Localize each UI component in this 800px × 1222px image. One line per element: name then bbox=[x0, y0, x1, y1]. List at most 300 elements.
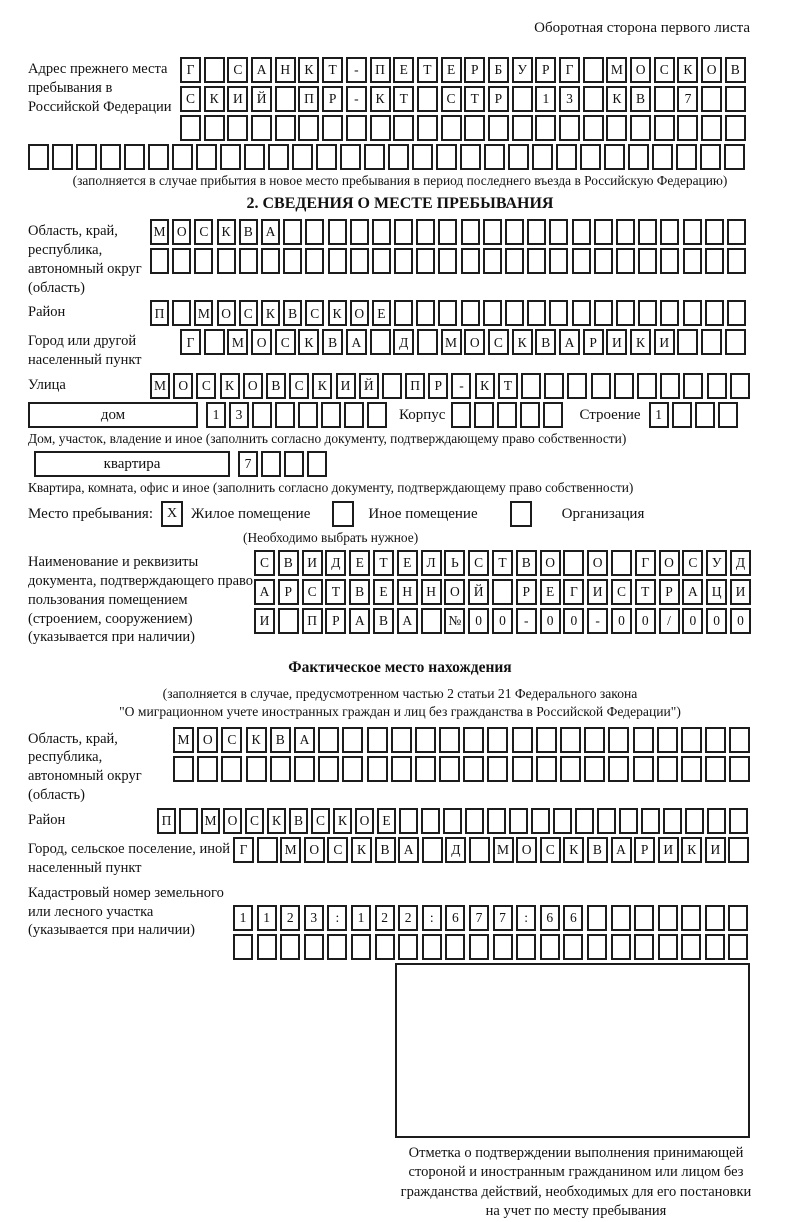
char-cell[interactable] bbox=[318, 727, 339, 753]
char-cell[interactable]: 0 bbox=[540, 608, 561, 634]
char-cell[interactable] bbox=[463, 756, 484, 782]
char-cell[interactable] bbox=[461, 219, 480, 245]
char-cell[interactable]: К bbox=[370, 86, 391, 112]
previous-address-row-2[interactable] bbox=[180, 86, 746, 112]
char-cell[interactable] bbox=[261, 248, 280, 274]
char-cell[interactable] bbox=[292, 144, 313, 170]
char-cell[interactable] bbox=[677, 329, 698, 355]
char-cell[interactable] bbox=[705, 219, 724, 245]
char-cell[interactable] bbox=[563, 934, 583, 960]
char-cell[interactable]: У bbox=[706, 550, 727, 576]
char-cell[interactable]: П bbox=[150, 300, 169, 326]
char-cell[interactable]: Р bbox=[516, 579, 537, 605]
char-cell[interactable]: С bbox=[227, 57, 248, 83]
char-cell[interactable]: В bbox=[239, 219, 258, 245]
char-cell[interactable]: С bbox=[327, 837, 348, 863]
house-type-box[interactable]: дом bbox=[28, 402, 198, 428]
char-cell[interactable]: С bbox=[654, 57, 675, 83]
char-cell[interactable] bbox=[76, 144, 97, 170]
cadastre-row-1[interactable] bbox=[233, 905, 748, 931]
char-cell[interactable]: В bbox=[266, 373, 286, 399]
char-cell[interactable] bbox=[415, 756, 436, 782]
section2-city-row[interactable] bbox=[180, 329, 746, 355]
char-cell[interactable] bbox=[350, 219, 369, 245]
char-cell[interactable] bbox=[535, 115, 556, 141]
char-cell[interactable] bbox=[633, 756, 654, 782]
char-cell[interactable] bbox=[443, 808, 462, 834]
char-cell[interactable]: В bbox=[373, 608, 394, 634]
section2-region-row-1[interactable] bbox=[150, 219, 746, 245]
char-cell[interactable] bbox=[705, 934, 725, 960]
char-cell[interactable]: С bbox=[682, 550, 703, 576]
char-cell[interactable] bbox=[367, 402, 387, 428]
char-cell[interactable] bbox=[676, 144, 697, 170]
char-cell[interactable] bbox=[575, 808, 594, 834]
char-cell[interactable]: О bbox=[251, 329, 272, 355]
char-cell[interactable] bbox=[417, 329, 438, 355]
char-cell[interactable] bbox=[298, 402, 318, 428]
char-cell[interactable]: В bbox=[278, 550, 299, 576]
char-cell[interactable] bbox=[441, 115, 462, 141]
char-cell[interactable] bbox=[559, 115, 580, 141]
char-cell[interactable]: И bbox=[654, 329, 675, 355]
char-cell[interactable]: О bbox=[540, 550, 561, 576]
char-cell[interactable]: 7 bbox=[677, 86, 698, 112]
char-cell[interactable] bbox=[705, 756, 726, 782]
char-cell[interactable]: 0 bbox=[706, 608, 727, 634]
char-cell[interactable]: Р bbox=[322, 86, 343, 112]
char-cell[interactable]: Й bbox=[468, 579, 489, 605]
char-cell[interactable] bbox=[707, 373, 727, 399]
char-cell[interactable] bbox=[197, 756, 218, 782]
char-cell[interactable]: № bbox=[444, 608, 465, 634]
char-cell[interactable]: Н bbox=[397, 579, 418, 605]
char-cell[interactable] bbox=[701, 329, 722, 355]
char-cell[interactable] bbox=[549, 300, 568, 326]
char-cell[interactable]: О bbox=[516, 837, 537, 863]
char-cell[interactable] bbox=[370, 329, 391, 355]
char-cell[interactable] bbox=[28, 144, 49, 170]
char-cell[interactable]: Н bbox=[421, 579, 442, 605]
char-cell[interactable] bbox=[372, 219, 391, 245]
char-cell[interactable] bbox=[204, 57, 225, 83]
char-cell[interactable]: П bbox=[370, 57, 391, 83]
char-cell[interactable] bbox=[583, 115, 604, 141]
char-cell[interactable] bbox=[527, 248, 546, 274]
char-cell[interactable]: М bbox=[441, 329, 462, 355]
char-cell[interactable] bbox=[370, 115, 391, 141]
previous-address-row-4[interactable] bbox=[28, 144, 772, 170]
char-cell[interactable]: А bbox=[254, 579, 275, 605]
char-cell[interactable]: Т bbox=[464, 86, 485, 112]
char-cell[interactable] bbox=[469, 934, 489, 960]
char-cell[interactable]: Б bbox=[488, 57, 509, 83]
char-cell[interactable] bbox=[718, 402, 738, 428]
char-cell[interactable] bbox=[572, 219, 591, 245]
char-cell[interactable] bbox=[305, 219, 324, 245]
section2-region-row-2[interactable] bbox=[150, 248, 746, 274]
char-cell[interactable] bbox=[658, 905, 678, 931]
char-cell[interactable] bbox=[505, 219, 524, 245]
char-cell[interactable] bbox=[681, 756, 702, 782]
char-cell[interactable] bbox=[239, 248, 258, 274]
char-cell[interactable] bbox=[220, 144, 241, 170]
char-cell[interactable]: И bbox=[730, 579, 751, 605]
char-cell[interactable] bbox=[540, 934, 560, 960]
char-cell[interactable] bbox=[416, 248, 435, 274]
char-cell[interactable]: К bbox=[261, 300, 280, 326]
char-cell[interactable]: В bbox=[725, 57, 746, 83]
confirmation-stamp-box[interactable] bbox=[395, 963, 750, 1138]
char-cell[interactable]: П bbox=[405, 373, 425, 399]
char-cell[interactable]: А bbox=[346, 329, 367, 355]
char-cell[interactable]: А bbox=[349, 608, 370, 634]
char-cell[interactable] bbox=[652, 144, 673, 170]
char-cell[interactable] bbox=[707, 808, 726, 834]
char-cell[interactable] bbox=[445, 934, 465, 960]
char-cell[interactable]: С bbox=[196, 373, 216, 399]
char-cell[interactable] bbox=[204, 329, 225, 355]
char-cell[interactable]: К bbox=[267, 808, 286, 834]
char-cell[interactable] bbox=[654, 115, 675, 141]
char-cell[interactable]: В bbox=[516, 550, 537, 576]
char-cell[interactable] bbox=[608, 756, 629, 782]
char-cell[interactable]: О bbox=[587, 550, 608, 576]
char-cell[interactable] bbox=[257, 934, 277, 960]
char-cell[interactable] bbox=[350, 248, 369, 274]
char-cell[interactable]: Д bbox=[445, 837, 466, 863]
char-cell[interactable]: О bbox=[304, 837, 325, 863]
section2-street-row[interactable] bbox=[150, 373, 750, 399]
char-cell[interactable] bbox=[172, 248, 191, 274]
char-cell[interactable]: О bbox=[172, 219, 191, 245]
char-cell[interactable]: Е bbox=[540, 579, 561, 605]
char-cell[interactable]: Р bbox=[488, 86, 509, 112]
char-cell[interactable]: 2 bbox=[280, 905, 300, 931]
char-cell[interactable] bbox=[194, 248, 213, 274]
char-cell[interactable]: С bbox=[221, 727, 242, 753]
char-cell[interactable]: М bbox=[201, 808, 220, 834]
char-cell[interactable]: М bbox=[150, 373, 170, 399]
document-row-1[interactable] bbox=[254, 550, 751, 576]
document-row-3[interactable] bbox=[254, 608, 751, 634]
char-cell[interactable] bbox=[634, 905, 654, 931]
char-cell[interactable]: 0 bbox=[611, 608, 632, 634]
char-cell[interactable] bbox=[394, 248, 413, 274]
char-cell[interactable] bbox=[416, 219, 435, 245]
char-cell[interactable] bbox=[233, 934, 253, 960]
char-cell[interactable]: О bbox=[444, 579, 465, 605]
char-cell[interactable] bbox=[591, 373, 611, 399]
char-cell[interactable] bbox=[677, 115, 698, 141]
char-cell[interactable] bbox=[583, 86, 604, 112]
residential-checkbox[interactable]: X bbox=[161, 501, 183, 527]
char-cell[interactable] bbox=[683, 300, 702, 326]
char-cell[interactable]: Р bbox=[325, 608, 346, 634]
char-cell[interactable]: - bbox=[451, 373, 471, 399]
char-cell[interactable] bbox=[351, 934, 371, 960]
char-cell[interactable]: С bbox=[194, 219, 213, 245]
char-cell[interactable] bbox=[701, 86, 722, 112]
char-cell[interactable] bbox=[587, 934, 607, 960]
char-cell[interactable] bbox=[512, 727, 533, 753]
char-cell[interactable] bbox=[536, 756, 557, 782]
char-cell[interactable] bbox=[328, 248, 347, 274]
char-cell[interactable] bbox=[391, 727, 412, 753]
organization-checkbox[interactable] bbox=[510, 501, 532, 527]
char-cell[interactable] bbox=[148, 144, 169, 170]
char-cell[interactable] bbox=[725, 86, 746, 112]
char-cell[interactable] bbox=[375, 934, 395, 960]
char-cell[interactable] bbox=[705, 248, 724, 274]
char-cell[interactable] bbox=[283, 219, 302, 245]
char-cell[interactable]: 1 bbox=[535, 86, 556, 112]
char-cell[interactable]: О bbox=[464, 329, 485, 355]
char-cell[interactable] bbox=[275, 115, 296, 141]
char-cell[interactable] bbox=[173, 756, 194, 782]
char-cell[interactable]: К bbox=[677, 57, 698, 83]
apartment-type-box[interactable]: квартира bbox=[34, 451, 230, 477]
char-cell[interactable]: Г bbox=[559, 57, 580, 83]
char-cell[interactable] bbox=[438, 219, 457, 245]
char-cell[interactable] bbox=[672, 402, 692, 428]
char-cell[interactable]: С bbox=[254, 550, 275, 576]
char-cell[interactable]: И bbox=[336, 373, 356, 399]
char-cell[interactable] bbox=[251, 115, 272, 141]
actual-city-row[interactable] bbox=[233, 837, 749, 863]
char-cell[interactable]: И bbox=[302, 550, 323, 576]
char-cell[interactable] bbox=[660, 373, 680, 399]
char-cell[interactable] bbox=[705, 905, 725, 931]
char-cell[interactable] bbox=[521, 373, 541, 399]
char-cell[interactable] bbox=[725, 329, 746, 355]
char-cell[interactable] bbox=[261, 451, 281, 477]
char-cell[interactable]: Ь bbox=[444, 550, 465, 576]
char-cell[interactable] bbox=[520, 402, 540, 428]
char-cell[interactable]: 7 bbox=[238, 451, 258, 477]
char-cell[interactable] bbox=[527, 300, 546, 326]
char-cell[interactable] bbox=[725, 115, 746, 141]
char-cell[interactable] bbox=[505, 248, 524, 274]
char-cell[interactable]: Е bbox=[373, 579, 394, 605]
char-cell[interactable] bbox=[221, 756, 242, 782]
char-cell[interactable]: Г bbox=[233, 837, 254, 863]
char-cell[interactable] bbox=[611, 905, 631, 931]
char-cell[interactable] bbox=[553, 808, 572, 834]
char-cell[interactable]: - bbox=[587, 608, 608, 634]
char-cell[interactable] bbox=[616, 248, 635, 274]
char-cell[interactable] bbox=[464, 115, 485, 141]
char-cell[interactable]: / bbox=[659, 608, 680, 634]
char-cell[interactable]: П bbox=[157, 808, 176, 834]
char-cell[interactable]: М bbox=[606, 57, 627, 83]
char-cell[interactable]: П bbox=[302, 608, 323, 634]
char-cell[interactable]: П bbox=[298, 86, 319, 112]
char-cell[interactable]: 6 bbox=[445, 905, 465, 931]
char-cell[interactable] bbox=[683, 373, 703, 399]
char-cell[interactable] bbox=[512, 756, 533, 782]
char-cell[interactable]: Р bbox=[464, 57, 485, 83]
char-cell[interactable] bbox=[391, 756, 412, 782]
char-cell[interactable]: 3 bbox=[304, 905, 324, 931]
char-cell[interactable] bbox=[196, 144, 217, 170]
char-cell[interactable]: : bbox=[327, 905, 347, 931]
char-cell[interactable] bbox=[606, 115, 627, 141]
char-cell[interactable] bbox=[246, 756, 267, 782]
char-cell[interactable] bbox=[294, 756, 315, 782]
char-cell[interactable] bbox=[727, 300, 746, 326]
char-cell[interactable] bbox=[727, 248, 746, 274]
char-cell[interactable] bbox=[583, 57, 604, 83]
char-cell[interactable]: Р bbox=[278, 579, 299, 605]
char-cell[interactable]: В bbox=[630, 86, 651, 112]
char-cell[interactable]: М bbox=[150, 219, 169, 245]
char-cell[interactable] bbox=[663, 808, 682, 834]
char-cell[interactable]: 0 bbox=[682, 608, 703, 634]
char-cell[interactable] bbox=[563, 550, 584, 576]
char-cell[interactable]: 2 bbox=[398, 905, 418, 931]
char-cell[interactable] bbox=[394, 219, 413, 245]
char-cell[interactable]: К bbox=[298, 57, 319, 83]
char-cell[interactable]: С bbox=[245, 808, 264, 834]
char-cell[interactable] bbox=[512, 115, 533, 141]
char-cell[interactable]: 0 bbox=[730, 608, 751, 634]
char-cell[interactable] bbox=[284, 451, 304, 477]
char-cell[interactable] bbox=[367, 727, 388, 753]
char-cell[interactable]: К bbox=[351, 837, 372, 863]
char-cell[interactable] bbox=[527, 219, 546, 245]
char-cell[interactable] bbox=[493, 934, 513, 960]
char-cell[interactable] bbox=[683, 219, 702, 245]
char-cell[interactable]: Т bbox=[373, 550, 394, 576]
char-cell[interactable]: Н bbox=[275, 57, 296, 83]
char-cell[interactable] bbox=[580, 144, 601, 170]
char-cell[interactable] bbox=[461, 248, 480, 274]
char-cell[interactable] bbox=[611, 934, 631, 960]
char-cell[interactable] bbox=[544, 373, 564, 399]
char-cell[interactable] bbox=[508, 144, 529, 170]
char-cell[interactable] bbox=[637, 373, 657, 399]
char-cell[interactable]: В bbox=[283, 300, 302, 326]
char-cell[interactable]: Й bbox=[251, 86, 272, 112]
char-cell[interactable] bbox=[318, 756, 339, 782]
char-cell[interactable]: Г bbox=[563, 579, 584, 605]
char-cell[interactable] bbox=[597, 808, 616, 834]
char-cell[interactable] bbox=[705, 727, 726, 753]
char-cell[interactable]: О bbox=[350, 300, 369, 326]
char-cell[interactable] bbox=[638, 300, 657, 326]
char-cell[interactable] bbox=[278, 608, 299, 634]
char-cell[interactable] bbox=[685, 808, 704, 834]
char-cell[interactable]: Т bbox=[498, 373, 518, 399]
char-cell[interactable] bbox=[616, 300, 635, 326]
char-cell[interactable]: 7 bbox=[493, 905, 513, 931]
actual-region-row-1[interactable] bbox=[173, 727, 750, 753]
char-cell[interactable]: М bbox=[493, 837, 514, 863]
char-cell[interactable] bbox=[421, 608, 442, 634]
char-cell[interactable]: Р bbox=[659, 579, 680, 605]
char-cell[interactable] bbox=[487, 808, 506, 834]
char-cell[interactable]: В bbox=[322, 329, 343, 355]
char-cell[interactable]: И bbox=[658, 837, 679, 863]
char-cell[interactable] bbox=[729, 727, 750, 753]
char-cell[interactable] bbox=[474, 402, 494, 428]
char-cell[interactable] bbox=[100, 144, 121, 170]
char-cell[interactable]: 0 bbox=[635, 608, 656, 634]
char-cell[interactable] bbox=[439, 727, 460, 753]
char-cell[interactable] bbox=[658, 934, 678, 960]
char-cell[interactable] bbox=[465, 808, 484, 834]
char-cell[interactable] bbox=[488, 115, 509, 141]
char-cell[interactable] bbox=[328, 219, 347, 245]
char-cell[interactable] bbox=[252, 402, 272, 428]
char-cell[interactable]: М bbox=[173, 727, 194, 753]
char-cell[interactable] bbox=[415, 727, 436, 753]
char-cell[interactable]: Е bbox=[441, 57, 462, 83]
char-cell[interactable]: А bbox=[398, 837, 419, 863]
char-cell[interactable] bbox=[179, 808, 198, 834]
char-cell[interactable]: К bbox=[328, 300, 347, 326]
char-cell[interactable] bbox=[572, 300, 591, 326]
char-cell[interactable]: 1 bbox=[649, 402, 669, 428]
char-cell[interactable]: О bbox=[355, 808, 374, 834]
char-cell[interactable] bbox=[616, 219, 635, 245]
char-cell[interactable]: 7 bbox=[469, 905, 489, 931]
char-cell[interactable]: И bbox=[606, 329, 627, 355]
char-cell[interactable]: У bbox=[512, 57, 533, 83]
char-cell[interactable]: Г bbox=[180, 329, 201, 355]
char-cell[interactable]: В bbox=[535, 329, 556, 355]
char-cell[interactable]: Е bbox=[393, 57, 414, 83]
char-cell[interactable] bbox=[560, 756, 581, 782]
char-cell[interactable] bbox=[587, 905, 607, 931]
char-cell[interactable] bbox=[364, 144, 385, 170]
char-cell[interactable] bbox=[728, 837, 749, 863]
char-cell[interactable] bbox=[172, 144, 193, 170]
char-cell[interactable] bbox=[257, 837, 278, 863]
char-cell[interactable] bbox=[270, 756, 291, 782]
char-cell[interactable] bbox=[516, 934, 536, 960]
char-cell[interactable] bbox=[724, 144, 745, 170]
char-cell[interactable] bbox=[421, 808, 440, 834]
char-cell[interactable] bbox=[728, 905, 748, 931]
char-cell[interactable] bbox=[487, 756, 508, 782]
char-cell[interactable] bbox=[641, 808, 660, 834]
char-cell[interactable] bbox=[346, 115, 367, 141]
char-cell[interactable] bbox=[727, 219, 746, 245]
char-cell[interactable] bbox=[532, 144, 553, 170]
char-cell[interactable] bbox=[584, 756, 605, 782]
char-cell[interactable]: 1 bbox=[206, 402, 226, 428]
char-cell[interactable] bbox=[439, 756, 460, 782]
char-cell[interactable]: К bbox=[563, 837, 584, 863]
char-cell[interactable] bbox=[701, 115, 722, 141]
char-cell[interactable] bbox=[594, 248, 613, 274]
char-cell[interactable]: С bbox=[540, 837, 561, 863]
char-cell[interactable] bbox=[483, 300, 502, 326]
char-cell[interactable] bbox=[660, 300, 679, 326]
char-cell[interactable] bbox=[657, 727, 678, 753]
char-cell[interactable] bbox=[305, 248, 324, 274]
char-cell[interactable] bbox=[634, 934, 654, 960]
char-cell[interactable] bbox=[307, 451, 327, 477]
char-cell[interactable]: С bbox=[275, 329, 296, 355]
char-cell[interactable]: Д bbox=[325, 550, 346, 576]
char-cell[interactable] bbox=[422, 837, 443, 863]
actual-district-row[interactable] bbox=[157, 808, 748, 834]
char-cell[interactable] bbox=[124, 144, 145, 170]
char-cell[interactable] bbox=[244, 144, 265, 170]
